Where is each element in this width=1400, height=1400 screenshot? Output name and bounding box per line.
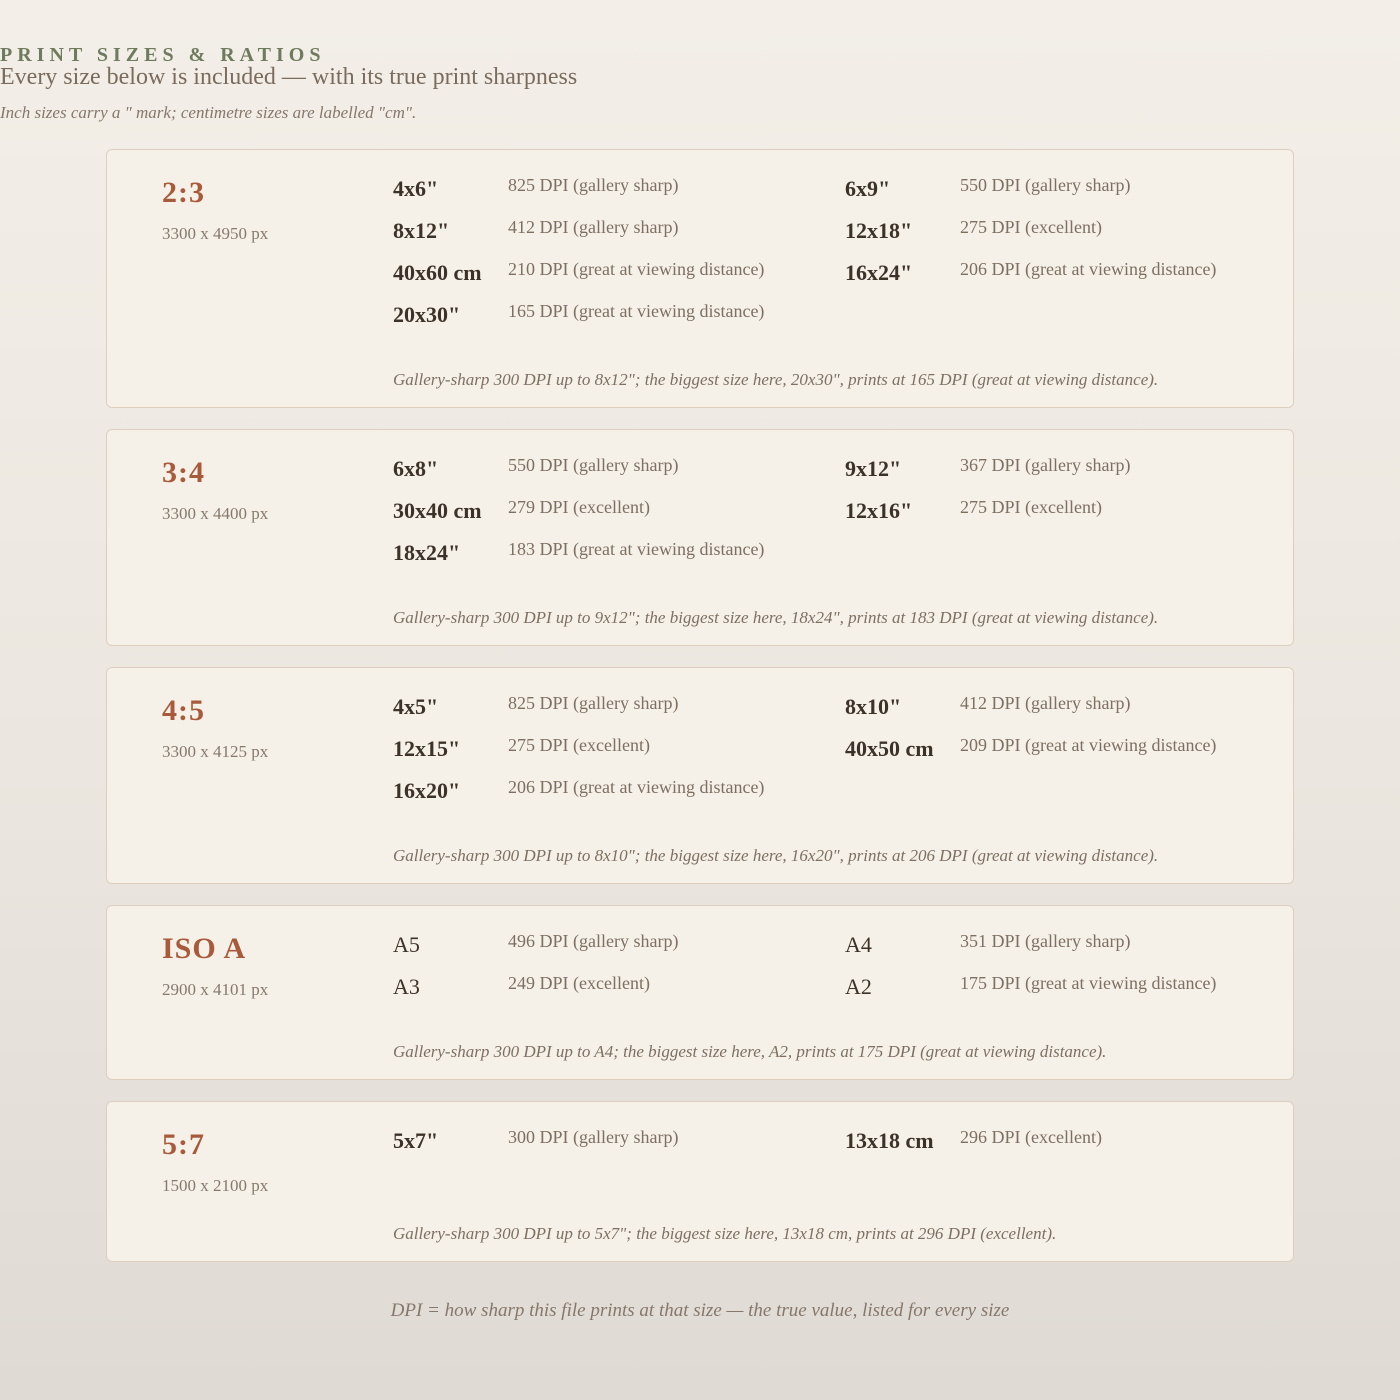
- print-dpi: 275 DPI (excellent): [960, 497, 1102, 517]
- card-summary: Gallery-sharp 300 DPI up to 8x10"; the biggest size here, 16x20", prints at 206 DPI (great at viewing distance).: [393, 846, 1159, 865]
- print-dpi: 249 DPI (excellent): [508, 973, 650, 993]
- print-dpi: 412 DPI (gallery sharp): [508, 217, 679, 237]
- print-size: 8x12": [393, 218, 450, 243]
- ratio-card-3-4: [106, 429, 1294, 646]
- print-dpi: 825 DPI (gallery sharp): [508, 693, 679, 713]
- print-size: 16x24": [845, 260, 913, 285]
- print-dpi: 351 DPI (gallery sharp): [960, 931, 1131, 951]
- card-summary: Gallery-sharp 300 DPI up to 5x7"; the biggest size here, 13x18 cm, prints at 296 DPI (excellent).: [393, 1224, 1057, 1243]
- units-note: Inch sizes carry a " mark; centimetre sizes are labelled "cm".: [0, 103, 417, 122]
- print-size: 20x30": [393, 302, 461, 327]
- ratio-label: 3:4: [162, 456, 205, 489]
- print-dpi: 367 DPI (gallery sharp): [960, 455, 1131, 475]
- print-size: 13x18 cm: [845, 1128, 934, 1153]
- print-size: 40x50 cm: [845, 736, 934, 761]
- print-dpi: 550 DPI (gallery sharp): [508, 455, 679, 475]
- print-dpi: 279 DPI (excellent): [508, 497, 650, 517]
- print-size: A2: [845, 974, 872, 999]
- print-size: 12x16": [845, 498, 913, 523]
- print-dpi: 412 DPI (gallery sharp): [960, 693, 1131, 713]
- print-size: 40x60 cm: [393, 260, 482, 285]
- card-summary: Gallery-sharp 300 DPI up to 9x12"; the biggest size here, 18x24", prints at 183 DPI (great at viewing distance).: [393, 608, 1159, 627]
- print-size: 16x20": [393, 778, 461, 803]
- ratio-card-iso-a: [106, 905, 1294, 1080]
- print-size: 5x7": [393, 1128, 439, 1153]
- ratio-card-5-7: [106, 1101, 1294, 1262]
- print-dpi: 550 DPI (gallery sharp): [960, 175, 1131, 195]
- pixel-dimensions: 1500 x 2100 px: [162, 1176, 269, 1195]
- print-size: A3: [393, 974, 420, 999]
- pixel-dimensions: 3300 x 4950 px: [162, 224, 269, 243]
- print-size: 12x15": [393, 736, 461, 761]
- print-dpi: 175 DPI (great at viewing distance): [960, 973, 1217, 993]
- print-dpi: 206 DPI (great at viewing distance): [508, 777, 765, 797]
- ratio-label: 5:7: [162, 1128, 205, 1161]
- dpi-footnote: DPI = how sharp this file prints at that size — the true value, listed for every size: [390, 1300, 1010, 1321]
- print-dpi: 165 DPI (great at viewing distance): [508, 301, 765, 321]
- print-size: 8x10": [845, 694, 902, 719]
- print-size: 4x6": [393, 176, 439, 201]
- print-size: 18x24": [393, 540, 461, 565]
- ratio-card-2-3: [106, 149, 1294, 408]
- page-eyebrow: PRINT SIZES & RATIOS: [0, 44, 326, 66]
- print-dpi: 275 DPI (excellent): [960, 217, 1102, 237]
- print-size: 6x9": [845, 176, 891, 201]
- print-dpi: 296 DPI (excellent): [960, 1127, 1102, 1147]
- print-dpi: 300 DPI (gallery sharp): [508, 1127, 679, 1147]
- print-size: 12x18": [845, 218, 913, 243]
- ratio-label: ISO A: [162, 932, 247, 965]
- print-dpi: 825 DPI (gallery sharp): [508, 175, 679, 195]
- page-subtitle: Every size below is included — with its true print sharpness: [0, 64, 578, 90]
- print-size: 4x5": [393, 694, 439, 719]
- print-dpi: 209 DPI (great at viewing distance): [960, 735, 1217, 755]
- pixel-dimensions: 2900 x 4101 px: [162, 980, 269, 999]
- card-summary: Gallery-sharp 300 DPI up to A4; the biggest size here, A2, prints at 175 DPI (great at viewing distance).: [393, 1042, 1107, 1061]
- ratio-label: 2:3: [162, 176, 205, 209]
- pixel-dimensions: 3300 x 4125 px: [162, 742, 269, 761]
- print-size: A5: [393, 932, 420, 957]
- print-size: 9x12": [845, 456, 902, 481]
- print-dpi: 210 DPI (great at viewing distance): [508, 259, 765, 279]
- print-dpi: 275 DPI (excellent): [508, 735, 650, 755]
- print-dpi: 183 DPI (great at viewing distance): [508, 539, 765, 559]
- card-summary: Gallery-sharp 300 DPI up to 8x12"; the biggest size here, 20x30", prints at 165 DPI (great at viewing distance).: [393, 370, 1159, 389]
- pixel-dimensions: 3300 x 4400 px: [162, 504, 269, 523]
- print-size: 30x40 cm: [393, 498, 482, 523]
- print-size: 6x8": [393, 456, 439, 481]
- ratio-label: 4:5: [162, 694, 205, 727]
- print-dpi: 206 DPI (great at viewing distance): [960, 259, 1217, 279]
- print-dpi: 496 DPI (gallery sharp): [508, 931, 679, 951]
- print-size: A4: [845, 932, 872, 957]
- ratio-card-4-5: [106, 667, 1294, 884]
